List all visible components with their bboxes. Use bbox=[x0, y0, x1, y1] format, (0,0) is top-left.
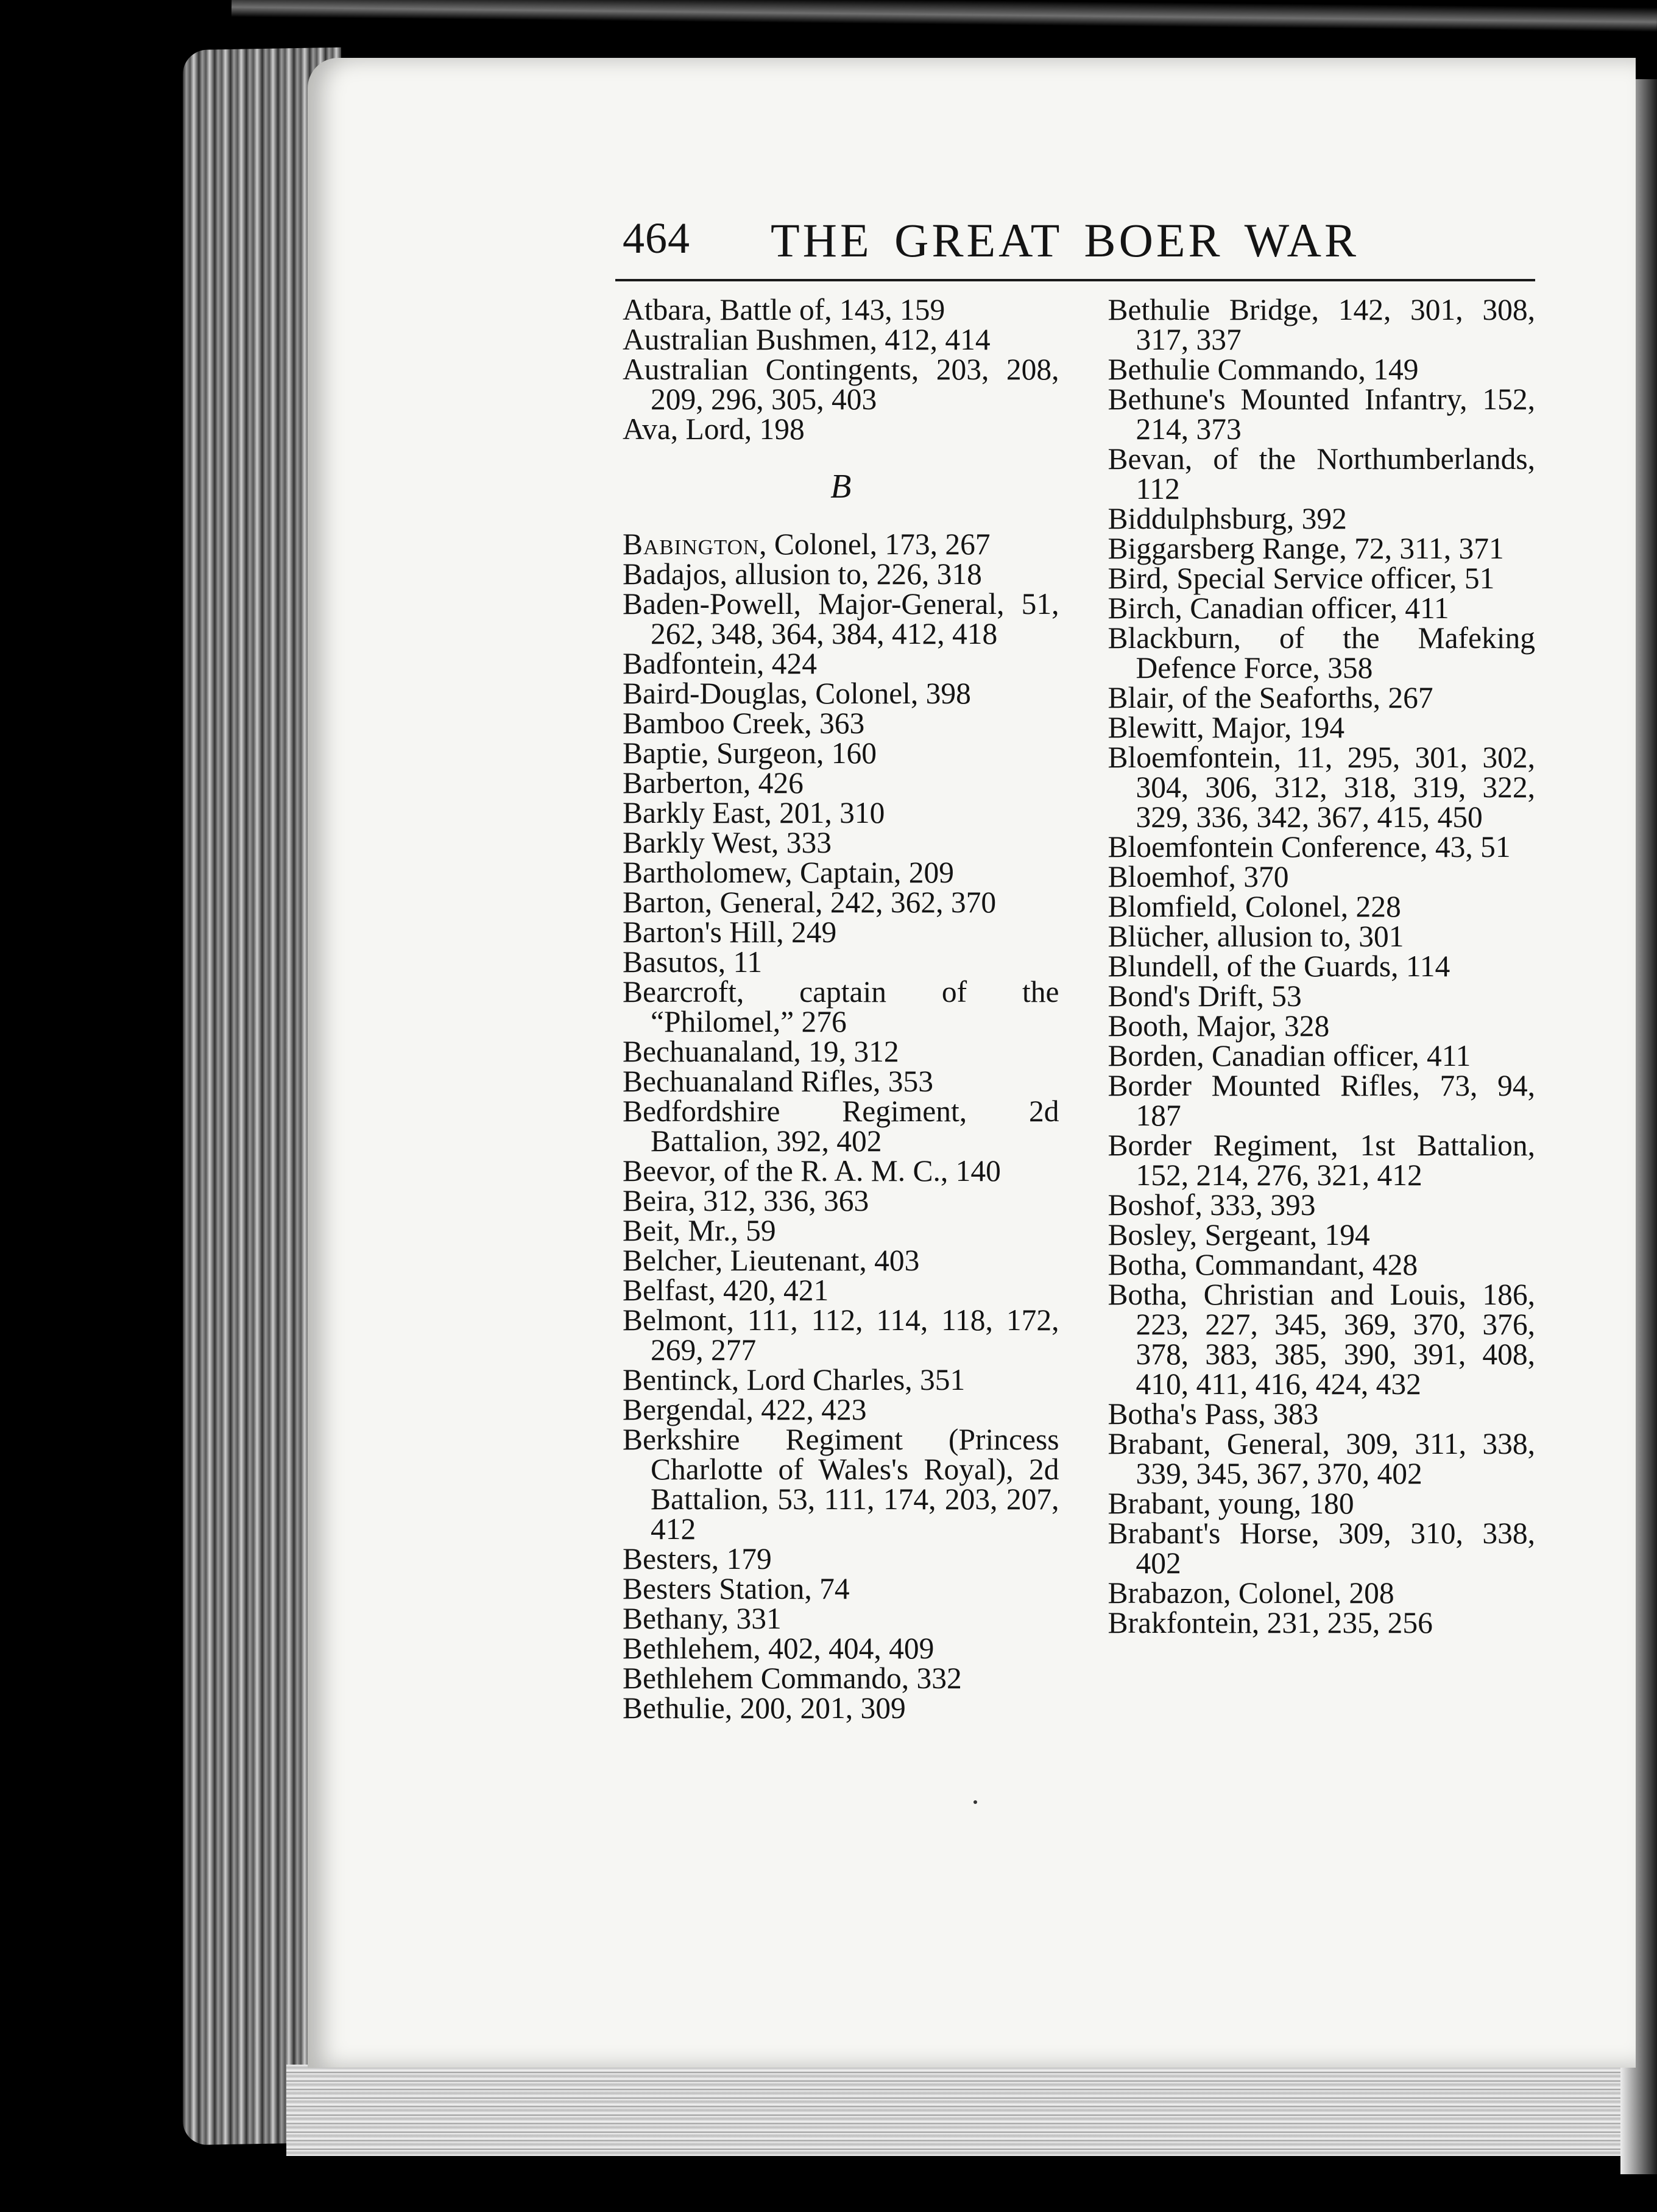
index-entry: Atbara, Battle of, 143, 159 bbox=[623, 293, 945, 326]
index-entry: Badfontein, 424 bbox=[623, 647, 817, 680]
index-entry: Ava, Lord, 198 bbox=[623, 412, 805, 446]
index-entry: Baden-Powell, Major-General, 51, 262, 348, 364, 384, 412, 418 bbox=[623, 587, 1059, 650]
index-entry: Bergendal, 422, 423 bbox=[623, 1393, 867, 1426]
index-entry: Bearcroft, captain of the “Philomel,” 276 bbox=[623, 975, 1059, 1038]
index-entry: Bethlehem, 402, 404, 409 bbox=[623, 1632, 934, 1665]
index-entry: Australian Bushmen, 412, 414 bbox=[623, 323, 991, 356]
index-entry: Barkly East, 201, 310 bbox=[623, 796, 885, 830]
index-entry: Barton's Hill, 249 bbox=[623, 915, 837, 949]
index-entry: Booth, Major, 328 bbox=[1108, 1009, 1330, 1043]
index-entry: Bevan, of the Northumberlands, 112 bbox=[1108, 442, 1535, 505]
page-block-bottom-edge bbox=[286, 2065, 1639, 2156]
running-head bbox=[615, 207, 1535, 281]
index-entry: Bethune's Mounted Infantry, 152, 214, 373 bbox=[1108, 382, 1535, 446]
index-entry: Botha's Pass, 383 bbox=[1108, 1397, 1319, 1431]
index-entry: Botha, Commandant, 428 bbox=[1108, 1248, 1418, 1281]
index-entry: Barton, General, 242, 362, 370 bbox=[623, 886, 997, 919]
index-entry: Bamboo Creek, 363 bbox=[623, 706, 865, 740]
index-entry: Brabant, General, 309, 311, 338, 339, 345, 367, 370, 402 bbox=[1108, 1427, 1535, 1490]
index-entry: Blücher, allusion to, 301 bbox=[1108, 920, 1404, 953]
index-entry: Beevor, of the R. A. M. C., 140 bbox=[623, 1154, 1001, 1188]
index-entry: Beira, 312, 336, 363 bbox=[623, 1184, 869, 1217]
index-entry: Bond's Drift, 53 bbox=[1108, 979, 1302, 1013]
index-column-left bbox=[623, 295, 1059, 1723]
index-entry: Beit, Mr., 59 bbox=[623, 1214, 776, 1247]
index-entry: Botha, Christian and Louis, 186, 223, 227, 345, 369, 370, 376, 378, 383, 385, 390, 391, 408, 410, 411, 416, 424, 432 bbox=[1108, 1278, 1535, 1401]
index-entry: Biggarsberg Range, 72, 311, 371 bbox=[1108, 532, 1504, 565]
index-entry: Baird-Douglas, Colonel, 398 bbox=[623, 677, 971, 710]
index-entry: Bethlehem Commando, 332 bbox=[623, 1661, 962, 1695]
index-entry: Belfast, 420, 421 bbox=[623, 1273, 829, 1307]
index-entry: Border Mounted Rifles, 73, 94, 187 bbox=[1108, 1069, 1535, 1132]
index-entry: Besters, 179 bbox=[623, 1542, 772, 1576]
index-entry: Bentinck, Lord Charles, 351 bbox=[623, 1363, 966, 1397]
index-entry: Blackburn, of the Mafeking Defence Force, 358 bbox=[1108, 621, 1535, 685]
index-entry: Birch, Canadian officer, 411 bbox=[1108, 591, 1449, 625]
index-entry: Belmont, 111, 112, 114, 118, 172, 269, 277 bbox=[623, 1303, 1059, 1367]
index-entry: Blewitt, Major, 194 bbox=[1108, 711, 1344, 744]
index-entry: Border Regiment, 1st Battalion, 152, 214, 276, 321, 412 bbox=[1108, 1129, 1535, 1192]
index-column-right bbox=[1108, 295, 1535, 1723]
index-entry: Bethulie Bridge, 142, 301, 308, 317, 337 bbox=[1108, 293, 1535, 356]
index-entry: Blair, of the Seaforths, 267 bbox=[1108, 681, 1433, 714]
entry-rest: , Colonel, 173, 267 bbox=[759, 527, 991, 561]
index-entry: Belcher, Lieutenant, 403 bbox=[623, 1244, 920, 1277]
book-cover-top-edge bbox=[231, 0, 1657, 32]
index-entry: Besters Station, 74 bbox=[623, 1572, 850, 1605]
page-number: 464 bbox=[623, 214, 690, 262]
index-entry: Barberton, 426 bbox=[623, 766, 804, 800]
index-page-content bbox=[615, 207, 1535, 1723]
index-entry: Brakfontein, 231, 235, 256 bbox=[1108, 1606, 1433, 1640]
section-letter-heading: B bbox=[830, 468, 852, 505]
index-entry: Badajos, allusion to, 226, 318 bbox=[623, 557, 982, 591]
index-entry: Bethulie Commando, 149 bbox=[1108, 353, 1419, 386]
index-entry: Basutos, 11 bbox=[623, 945, 763, 979]
index-entry: Bethulie, 200, 201, 309 bbox=[623, 1691, 906, 1725]
index-columns bbox=[615, 295, 1535, 1723]
index-entry: Bedfordshire Regiment, 2d Battalion, 392, 402 bbox=[623, 1094, 1059, 1158]
index-entry: Blundell, of the Guards, 114 bbox=[1108, 949, 1450, 983]
index-entry: Bird, Special Service officer, 51 bbox=[1108, 562, 1495, 595]
entry-name-small-caps: Babington bbox=[623, 527, 760, 561]
index-entry: Bethany, 331 bbox=[623, 1602, 782, 1635]
index-entry: Bloemfontein Conference, 43, 51 bbox=[1108, 830, 1511, 864]
index-entry: Bosley, Sergeant, 194 bbox=[1108, 1218, 1370, 1252]
index-entry: Brabant, young, 180 bbox=[1108, 1487, 1354, 1520]
index-entry: Bloemfontein, 11, 295, 301, 302, 304, 306, 312, 318, 319, 322, 329, 336, 342, 367, 415, 450 bbox=[1108, 741, 1535, 834]
print-speck bbox=[973, 1800, 977, 1804]
index-entry: Brabant's Horse, 309, 310, 338, 402 bbox=[1108, 1516, 1535, 1580]
index-entry: Brabazon, Colonel, 208 bbox=[1108, 1576, 1394, 1610]
index-entry: Bloemhof, 370 bbox=[1108, 860, 1289, 893]
index-entry: Boshof, 333, 393 bbox=[1108, 1188, 1316, 1222]
index-entry: Barkly West, 333 bbox=[623, 826, 832, 859]
index-entry: Australian Contingents, 203, 208, 209, 296, 305, 403 bbox=[623, 353, 1059, 416]
index-entry bbox=[623, 529, 1059, 559]
index-entry: Bechuanaland Rifles, 353 bbox=[623, 1065, 933, 1098]
index-entry: Baptie, Surgeon, 160 bbox=[623, 736, 877, 770]
index-entry: Biddulphsburg, 392 bbox=[1108, 502, 1347, 535]
index-entry: Bartholomew, Captain, 209 bbox=[623, 856, 954, 889]
index-entry: Berkshire Regiment (Princess Charlotte of Wales's Royal), 2d Battalion, 53, 111, 174, 203, 207, 412 bbox=[623, 1423, 1059, 1546]
index-entry: Bechuanaland, 19, 312 bbox=[623, 1035, 899, 1068]
index-entry: Borden, Canadian officer, 411 bbox=[1108, 1039, 1471, 1073]
index-entry: Blomfield, Colonel, 228 bbox=[1108, 890, 1401, 923]
running-title: THE GREAT BOER WAR bbox=[771, 214, 1359, 267]
